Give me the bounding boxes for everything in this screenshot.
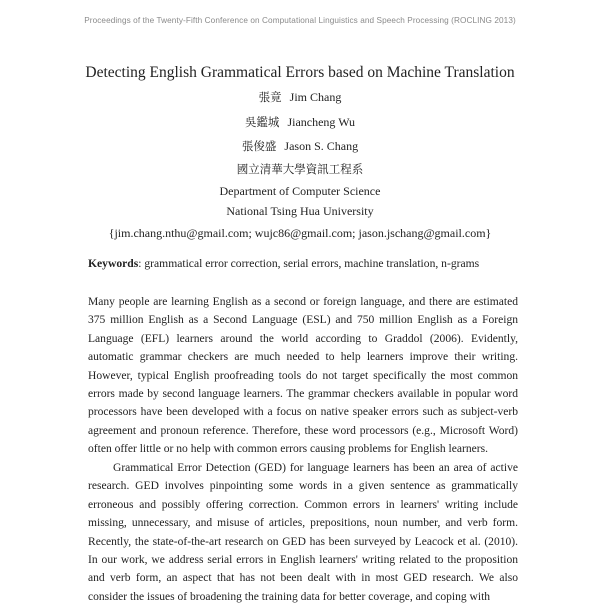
body-paragraph-2: Grammatical Error Detection (GED) for language learners has been an area of active research. GED involves pinpointing some words in a given sentence as grammatically erroneous and possibly offering correction. Common errors in learners' writing include missing, unnecessary, and misuse of articles, prepositions, noun number, and verb form. Recently, the state-of-the-art research on GED has been surveyed by Leacock et al. (2010). In our work, we address serial errors in English learners' writing related to the proposition and verb form, an aspect that has not been dealt with in most GED research. We also consider the issues of broadening the training data for better coverage, and coping with: [88, 462, 518, 603]
author-emails: {jim.chang.nthu@gmail.com; wujc86@gmail.com; jason.jschang@gmail.com}: [108, 226, 492, 240]
proceedings-header: Proceedings of the Twenty-Fifth Conference on Computational Linguistics and Speech Processing (ROCLING 2013): [84, 16, 516, 25]
author-2: [0, 114, 600, 130]
author-2-english-name: Jiancheng Wu: [287, 115, 356, 129]
author-3-chinese-name: 張俊盛: [241, 139, 277, 153]
paper-title: Detecting English Grammatical Errors based on Machine Translation: [85, 64, 515, 81]
keywords-label: Keywords: [88, 257, 139, 270]
department-chinese: 國立清華大學資訊工程系: [236, 162, 364, 176]
author-3-english-name: Jason S. Chang: [284, 139, 359, 153]
author-2-chinese-name: 吳鑑城: [244, 115, 280, 129]
author-3: [0, 138, 600, 154]
author-1-english-name: Jim Chang: [289, 90, 342, 104]
keywords-text: : grammatical error correction, serial errors, machine translation, n-grams: [138, 257, 480, 270]
university: National Tsing Hua University: [226, 204, 374, 218]
author-1-chinese-name: 張竟: [258, 90, 282, 104]
keywords: [88, 257, 528, 270]
department-english: Department of Computer Science: [219, 184, 381, 198]
author-1: [0, 89, 600, 105]
body-paragraph-1: Many people are learning English as a second or foreign language, and there are estimated 375 million English as a Second Language (ESL) and 750 million English as a Foreign Language (EFL) learners around the world according to Graddol (2006). Evidently, automatic grammar checkers are much needed to help learners improve their writing. However, typical English proofreading tools do not target specifically the most common errors made by second language learners. The grammar checkers available in popular word processors have been developed with a focus on native speaker errors such as subject-verb agreement and pronoun reference. Therefore, these word processors (e.g., Microsoft Word) often offer little or no help with common errors causing problems for English learners.: [88, 296, 518, 456]
